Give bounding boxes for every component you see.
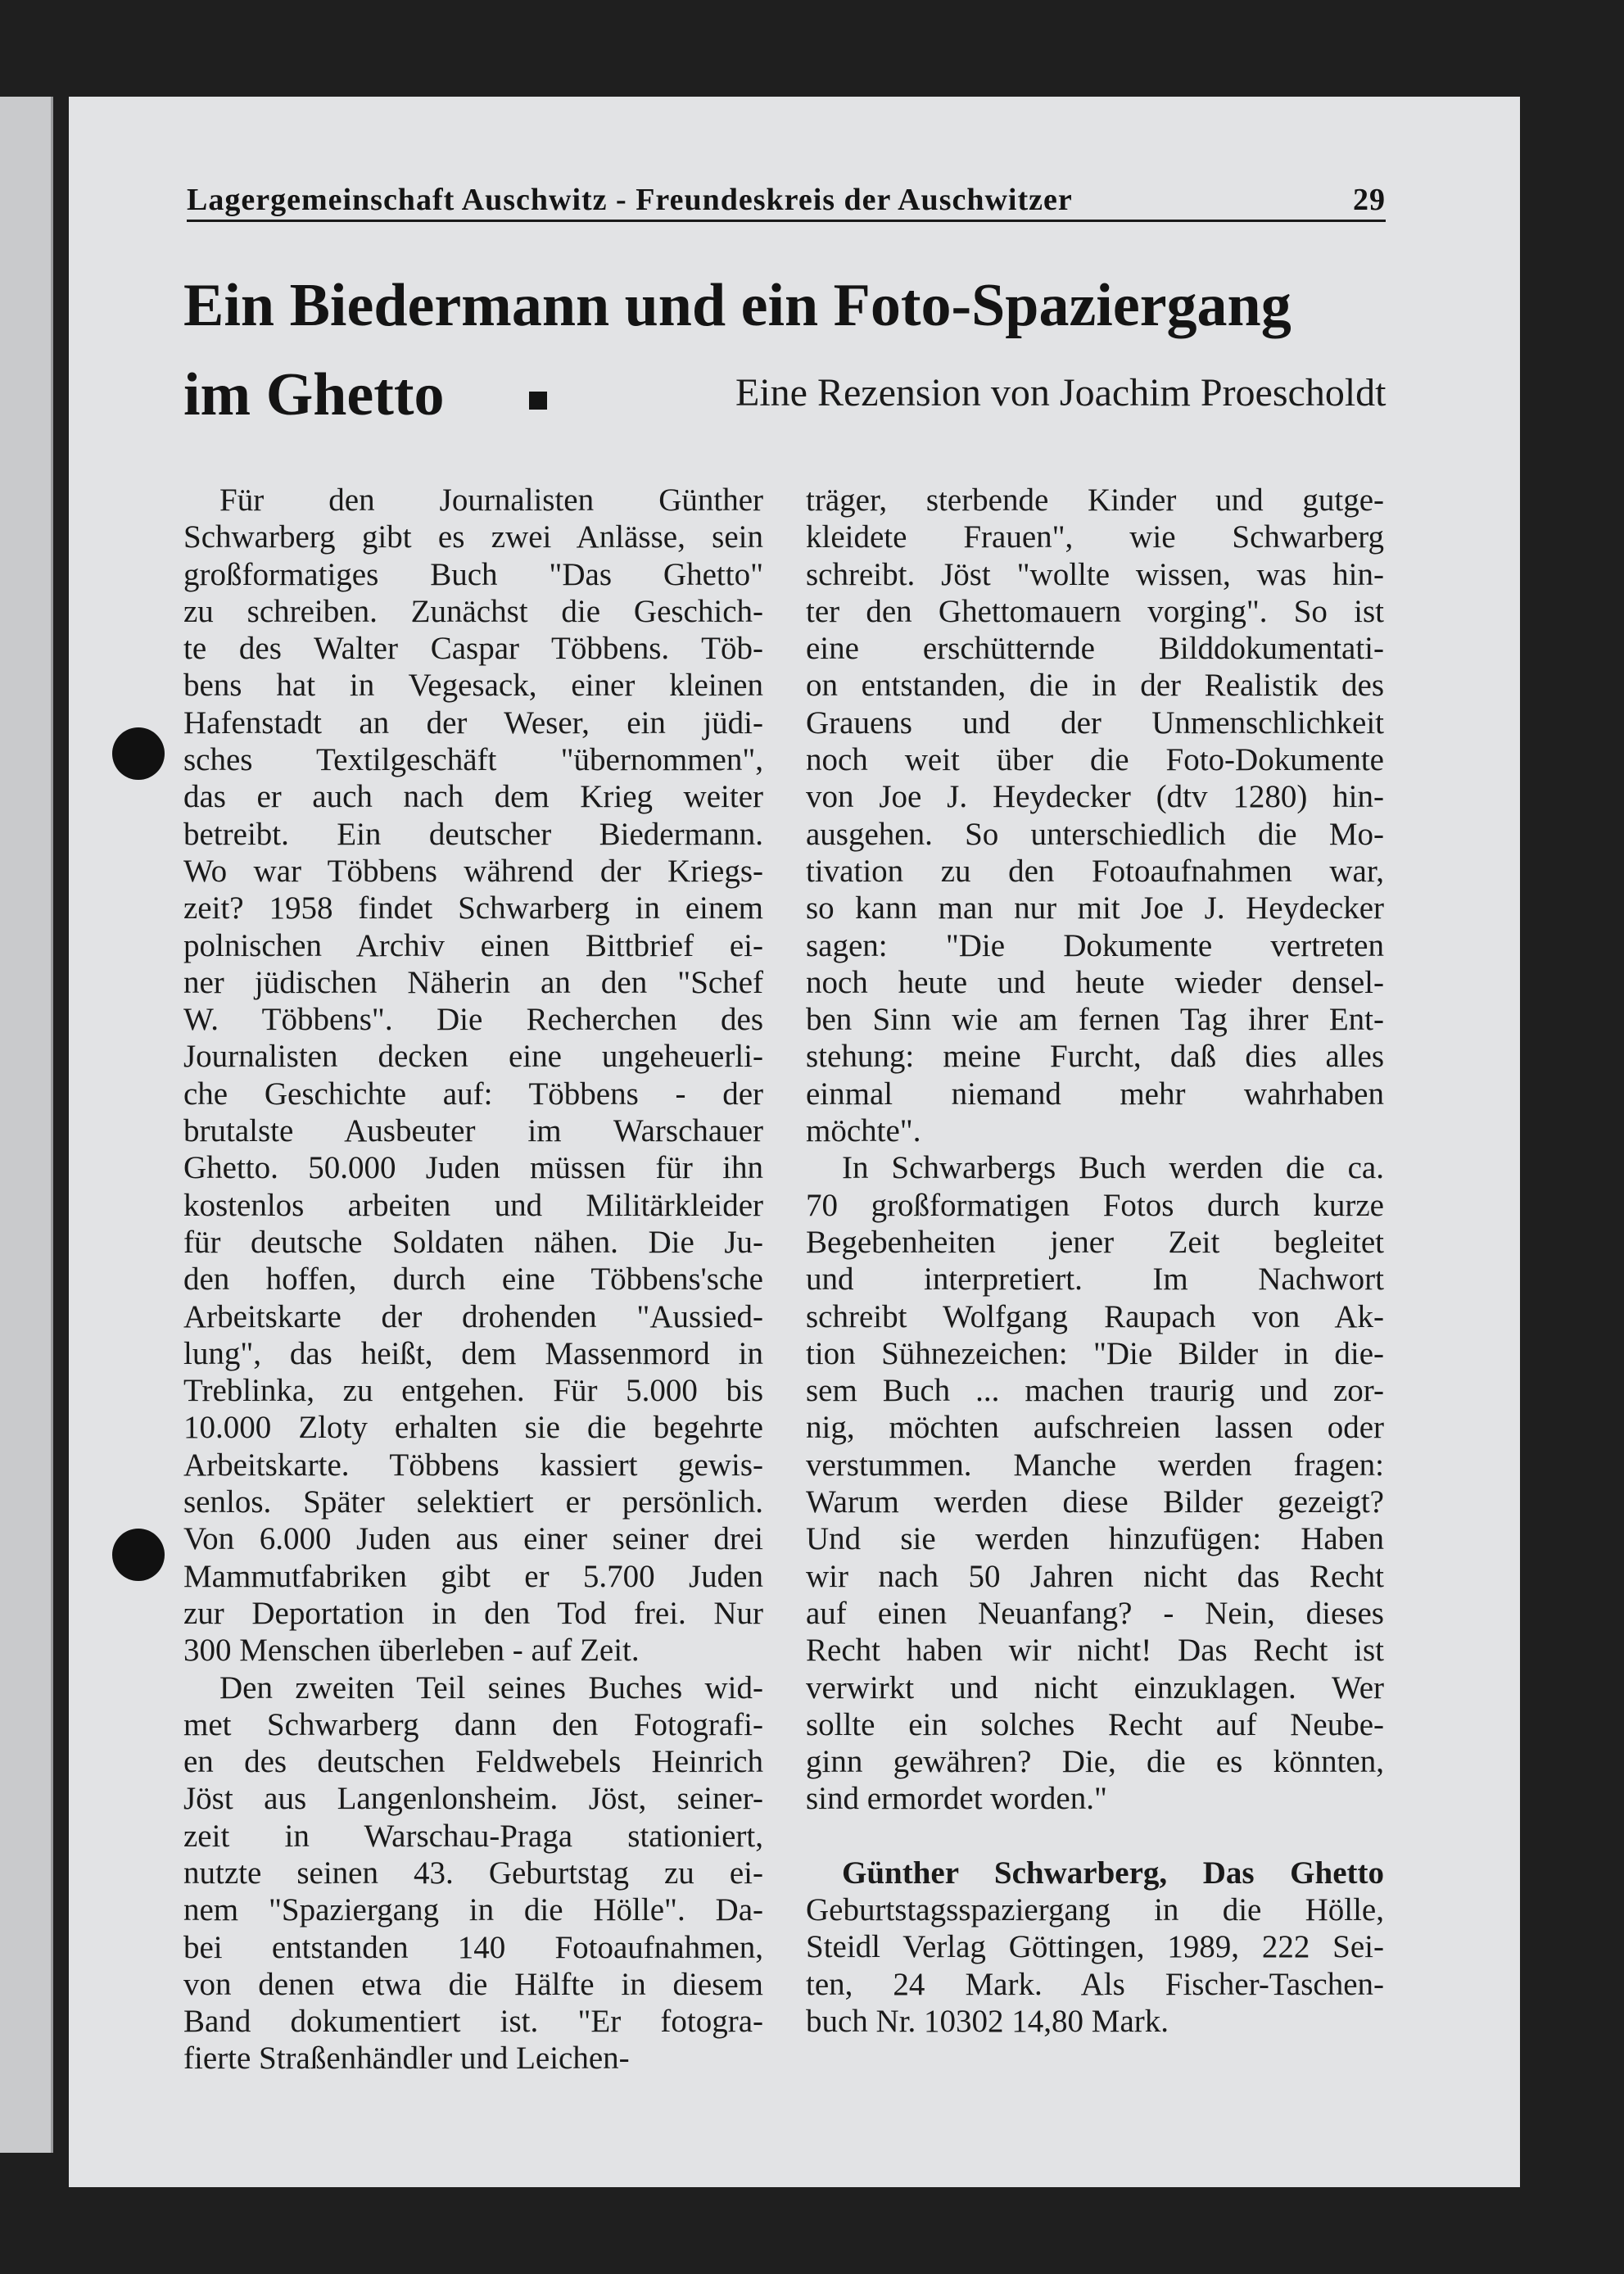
text-line: tivation zu den Fotoaufnahmen war, <box>806 853 1384 889</box>
punch-hole-icon <box>112 727 165 780</box>
text-line: sem Buch ... machen traurig und zor- <box>806 1373 1384 1409</box>
text-line: on entstanden, die in der Realistik des <box>806 668 1384 704</box>
text-line: ter den Ghettomauern vorging". So ist <box>806 593 1384 629</box>
book-reference-line: Steidl Verlag Göttingen, 1989, 222 Sei- <box>806 1929 1384 1965</box>
text-line: von Joe J. Heydecker (dtv 1280) hin- <box>806 779 1384 815</box>
text-line: sches Textilgeschäft "übernommen", <box>183 742 763 778</box>
text-line: so kann man nur mit Joe J. Heydecker <box>806 890 1384 926</box>
text-line: Den zweiten Teil seines Buches wid- <box>219 1669 763 1706</box>
text-line: von denen etwa die Hälfte in diesem <box>183 1966 763 2002</box>
text-line: möchte". <box>806 1113 921 1149</box>
text-line: zeit in Warschau-Praga stationiert, <box>183 1818 763 1854</box>
book-reference-line: Geburtstagsspaziergang in die Hölle, <box>806 1891 1384 1927</box>
text-line: nem "Spaziergang in die Hölle". Da- <box>183 1892 763 1928</box>
text-line: brutalste Ausbeuter im Warschauer <box>183 1113 763 1149</box>
text-column-left <box>183 482 763 2077</box>
text-line: te des Walter Caspar Többens. Töb- <box>183 631 763 667</box>
text-line: Treblinka, zu entgehen. Für 5.000 bis <box>183 1373 763 1409</box>
text-line: tion Sühnezeichen: "Die Bilder in die- <box>806 1335 1384 1371</box>
text-line: betreibt. Ein deutscher Biedermann. <box>183 816 763 852</box>
text-line: fierte Straßenhändler und Leichen- <box>183 2041 630 2077</box>
text-line: den hoffen, durch eine Többens'sche <box>183 1262 763 1298</box>
text-line: eine erschütternde Bilddokumentati- <box>806 631 1384 667</box>
text-line: auf einen Neuanfang? - Nein, dieses <box>806 1595 1384 1631</box>
text-line: Band dokumentiert ist. "Er fotogra- <box>183 2004 763 2040</box>
text-line: ausgehen. So unterschiedlich die Mo- <box>806 816 1384 852</box>
headline-row-2 <box>183 360 1412 442</box>
text-line: schreibt. Jöst "wollte wissen, was hin- <box>806 556 1384 592</box>
text-line: zur Deportation in den Tod frei. Nur <box>183 1595 763 1631</box>
text-line: 300 Menschen überleben - auf Zeit. <box>183 1633 640 1669</box>
text-line: zu schreiben. Zunächst die Geschich- <box>183 593 763 629</box>
text-line: Journalisten decken eine ungeheuerli- <box>183 1039 763 1075</box>
text-column-right <box>806 482 1384 2040</box>
text-line: che Geschichte auf: Többens - der <box>183 1076 763 1112</box>
text-line: Schwarberg gibt es zwei Anlässe, sein <box>183 519 763 555</box>
text-line: wir nach 50 Jahren nicht das Recht <box>806 1558 1384 1594</box>
text-line: und interpretiert. Im Nachwort <box>806 1262 1384 1298</box>
text-line: verstummen. Manche werden fragen: <box>806 1447 1384 1483</box>
text-line: Hafenstadt an der Weser, ein jüdi- <box>183 704 763 741</box>
text-line: für deutsche Soldaten nähen. Die Ju- <box>183 1224 763 1260</box>
article-subtitle: Eine Rezension von Joachim Proescholdt <box>735 371 1387 414</box>
text-line: kleidete Frauen", wie Schwarberg <box>806 519 1384 555</box>
text-line: Mammutfabriken gibt er 5.700 Juden <box>183 1558 763 1594</box>
text-line: W. Többens". Die Recherchen des <box>183 1002 763 1038</box>
text-line: Begebenheiten jener Zeit begleitet <box>806 1224 1384 1260</box>
text-line: großformatiges Buch "Das Ghetto" <box>183 556 763 592</box>
article-headline-cont: im Ghetto <box>183 361 445 428</box>
text-line: senlos. Später selektiert er persönlich. <box>183 1484 763 1520</box>
text-line: Recht haben wir nicht! Das Recht ist <box>806 1633 1384 1669</box>
text-line: verwirkt und nicht einzuklagen. Wer <box>806 1669 1384 1706</box>
text-line: einmal niemand mehr wahrhaben <box>806 1076 1384 1112</box>
text-line: Warum werden diese Bilder gezeigt? <box>806 1484 1384 1520</box>
text-line: en des deutschen Feldwebels Heinrich <box>183 1744 763 1780</box>
text-line: met Schwarberg dann den Fotografi- <box>183 1706 763 1742</box>
text-line: Jöst aus Langenlonsheim. Jöst, seiner- <box>183 1781 763 1817</box>
text-line: das er auch nach dem Krieg weiter <box>183 779 763 815</box>
adjacent-page-edge <box>0 97 53 2153</box>
text-line: ben Sinn wie am fernen Tag ihrer Ent- <box>806 1002 1384 1038</box>
text-line: kostenlos arbeiten und Militärkleider <box>183 1187 763 1223</box>
text-line: Für den Journalisten Günther <box>219 482 763 518</box>
text-line: Von 6.000 Juden aus einer seiner drei <box>183 1521 763 1557</box>
bullet-square-icon <box>529 392 547 410</box>
book-reference-title: Günther Schwarberg, Das Ghetto <box>842 1855 1384 1891</box>
text-line: nutzte seinen 43. Geburtstag zu ei- <box>183 1855 763 1891</box>
text-line: noch weit über die Foto-Dokumente <box>806 742 1384 778</box>
header-title: Lagergemeinschaft Auschwitz - Freundeskreis der Auschwitzer <box>187 183 1073 217</box>
text-line: 70 großformatigen Fotos durch kurze <box>806 1187 1384 1223</box>
text-line: nig, möchten aufschreien lassen oder <box>806 1410 1384 1446</box>
book-reference-line: ten, 24 Mark. Als Fischer-Taschen- <box>806 1966 1384 2002</box>
text-line: träger, sterbende Kinder und gutge- <box>806 482 1384 518</box>
page-number: 29 <box>1353 183 1386 217</box>
text-line: noch heute und heute wieder densel- <box>806 964 1384 1000</box>
text-line: Und sie werden hinzufügen: Haben <box>806 1521 1384 1557</box>
spacer <box>806 1818 1384 1855</box>
text-line: Wo war Többens während der Kriegs- <box>183 853 763 889</box>
text-line: sind ermordet worden." <box>806 1781 1107 1817</box>
text-line: Arbeitskarte. Többens kassiert gewis- <box>183 1447 763 1483</box>
punch-hole-icon <box>112 1529 165 1581</box>
text-line: In Schwarbergs Buch werden die ca. <box>842 1150 1384 1186</box>
text-line: ner jüdischen Näherin an den "Schef <box>183 964 763 1000</box>
text-line: zeit? 1958 findet Schwarberg in einem <box>183 890 763 926</box>
text-line: stehung: meine Furcht, daß dies alles <box>806 1039 1384 1075</box>
text-line: polnischen Archiv einen Bittbrief ei- <box>183 927 763 963</box>
text-line: 10.000 Zloty erhalten sie die begehrte <box>183 1410 763 1446</box>
text-line: Arbeitskarte der drohenden "Aussied- <box>183 1298 763 1334</box>
text-line: Ghetto. 50.000 Juden müssen für ihn <box>183 1150 763 1186</box>
running-header <box>187 182 1386 222</box>
text-line: Grauens und der Unmenschlichkeit <box>806 704 1384 741</box>
article-headline: Ein Biedermann und ein Foto-Spaziergang <box>183 272 1292 339</box>
text-line: sagen: "Die Dokumente vertreten <box>806 927 1384 963</box>
text-line: schreibt Wolfgang Raupach von Ak- <box>806 1298 1384 1334</box>
text-line: sollte ein solches Recht auf Neube- <box>806 1706 1384 1742</box>
text-line: ginn gewähren? Die, die es könnten, <box>806 1744 1384 1780</box>
text-line: bens hat in Vegesack, einer kleinen <box>183 668 763 704</box>
text-line: bei entstanden 140 Fotoaufnahmen, <box>183 1929 763 1965</box>
text-line: lung", das heißt, dem Massenmord in <box>183 1335 763 1371</box>
document-page <box>69 97 1520 2187</box>
book-reference-line: buch Nr. 10302 14,80 Mark. <box>806 2003 1169 2039</box>
